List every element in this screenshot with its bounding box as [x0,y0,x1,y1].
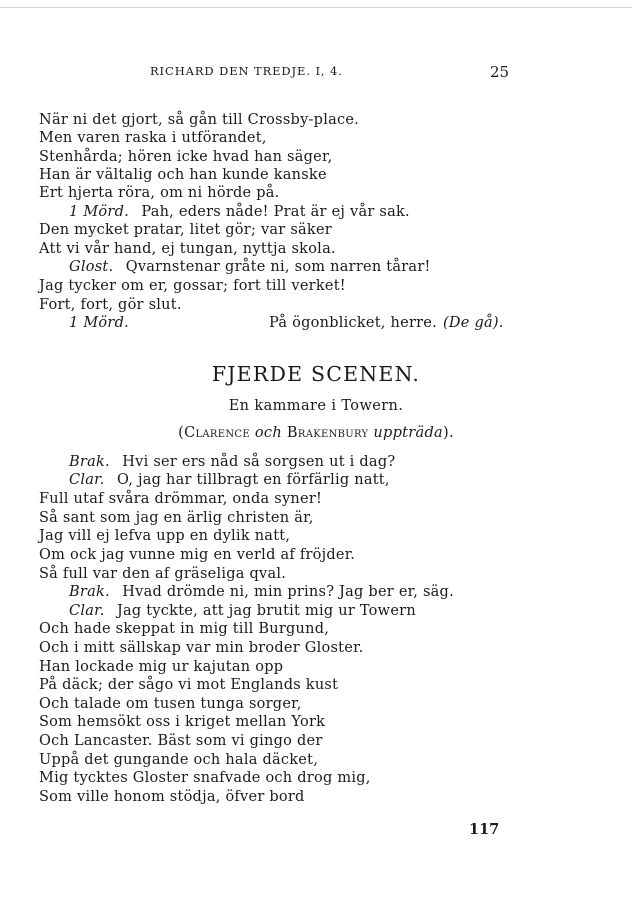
folio-number: 117 [469,821,500,838]
verse-text: Full utaf svåra drömmar, onda syner! [39,491,323,507]
verse-line [39,546,355,564]
verse-text: Stenhårda; hören icke hvad han säger, [39,149,333,165]
verse-text: Mig tycktes Gloster snafvade och drog mig, [39,770,371,786]
verse-text: Och i mitt sällskap var min broder Gloster. [39,640,364,656]
verse-line [39,676,338,694]
page-number: 25 [490,63,510,81]
character-brakenbury: Brakenbury [286,425,369,441]
verse-text: Hvad drömde ni, min prins? Jag ber er, säg. [122,584,454,600]
verse-text: Så full var den af gräseliga qval. [39,566,287,582]
stage-direction: (De gå). [443,315,504,331]
conjunction: och [254,425,282,441]
exit-line [69,314,438,332]
scene-place: En kammare i Towern. [228,398,404,414]
verse-line [39,240,336,258]
scene-title: FJERDE SCENEN. [211,362,421,386]
verse-line [69,583,454,601]
verse-line [39,184,280,202]
verse-text: Han lockade mig ur kajutan opp [39,659,284,675]
verse-text: Qvarnstenar gråte ni, som narren tårar! [125,259,431,275]
verse-line [39,490,322,508]
verse-text: Att vi vår hand, ej tungan, nyttja skola. [39,241,336,257]
verse-line [69,602,416,620]
verse-text: Om ock jag vunne mig en verld af fröjder. [39,547,356,563]
verse-text: Han är vältalig och han kunde kanske [39,167,327,183]
verse-text: Ert hjerta röra, om ni hörde på. [39,185,280,201]
verse-line [39,788,305,806]
verse-line [39,111,359,129]
verse-line [39,296,182,314]
verse-line [39,509,314,527]
verse-text: Och Lancaster. Bäst som vi gingo der [39,733,323,749]
verse-line [39,527,290,545]
verse-line [39,658,283,676]
verse-line [39,713,325,731]
verse-text: Som hemsökt oss i kriget mellan York [39,714,326,730]
verse-line [39,166,327,184]
speaker: Glost. [69,259,114,275]
verse-line [69,453,395,471]
verse-text: Den mycket pratar, litet gör; var säker [39,222,332,238]
paren-close: ). [443,425,454,441]
speaker: Clar. [69,472,105,488]
character-clarence: Clarence [184,425,250,441]
verse-text: Fort, fort, gör slut. [39,297,182,313]
scene-stage-direction [0,425,632,441]
verse-text: Och hade skeppat in mig till Burgund, [39,621,330,637]
exit-line-text: På ögonblicket, herre. [269,315,438,331]
verse-text: Men varen raska i utförandet, [39,130,267,146]
speaker: Clar. [69,603,105,619]
verse-text: Jag tycker om er, gossar; fort till verket! [39,278,346,294]
verse-text: Jag vill ej lefva upp en dylik natt, [39,528,291,544]
verse-line [69,471,390,489]
verse-text: På däck; der sågo vi mot Englands kust [39,677,339,693]
verse-line [39,732,323,750]
running-head: RICHARD DEN TREDJE. I, 4. [150,64,343,78]
verse-line [39,620,329,638]
verse-line [39,277,346,295]
verse-line [39,751,318,769]
speaker: Brak. [69,584,110,600]
verse-text: Hvi ser ers nåd så sorgsen ut i dag? [122,454,396,470]
speaker: Brak. [69,454,110,470]
verse-line [39,565,286,583]
speaker: 1 Mörd. [69,315,129,331]
verse-line [39,769,371,787]
verse-line [39,129,267,147]
verse-text: Jag tyckte, att jag brutit mig ur Towern [116,603,416,619]
verse-text: Pah, eders nåde! Prat är ej vår sak. [141,204,410,220]
verse-text: Så sant som jag en ärlig christen är, [39,510,314,526]
verse-line [69,258,431,276]
verse-line [39,148,332,166]
verse-text: Och talade om tusen tunga sorger, [39,696,302,712]
verse-text: Uppå det gungande och hala däcket, [39,752,319,768]
stage-verb: uppträda [373,425,443,441]
speaker: 1 Mörd. [69,204,129,220]
paren-open: ( [178,425,185,441]
verse-text: Som ville honom stödja, öfver bord [39,789,305,805]
verse-text: När ni det gjort, så gån till Crossby-place. [39,112,360,128]
verse-line [39,695,302,713]
verse-line [69,203,410,221]
verse-line [39,221,332,239]
verse-line [39,639,364,657]
verse-text: O, jag har tillbragt en förfärlig natt, [116,472,390,488]
